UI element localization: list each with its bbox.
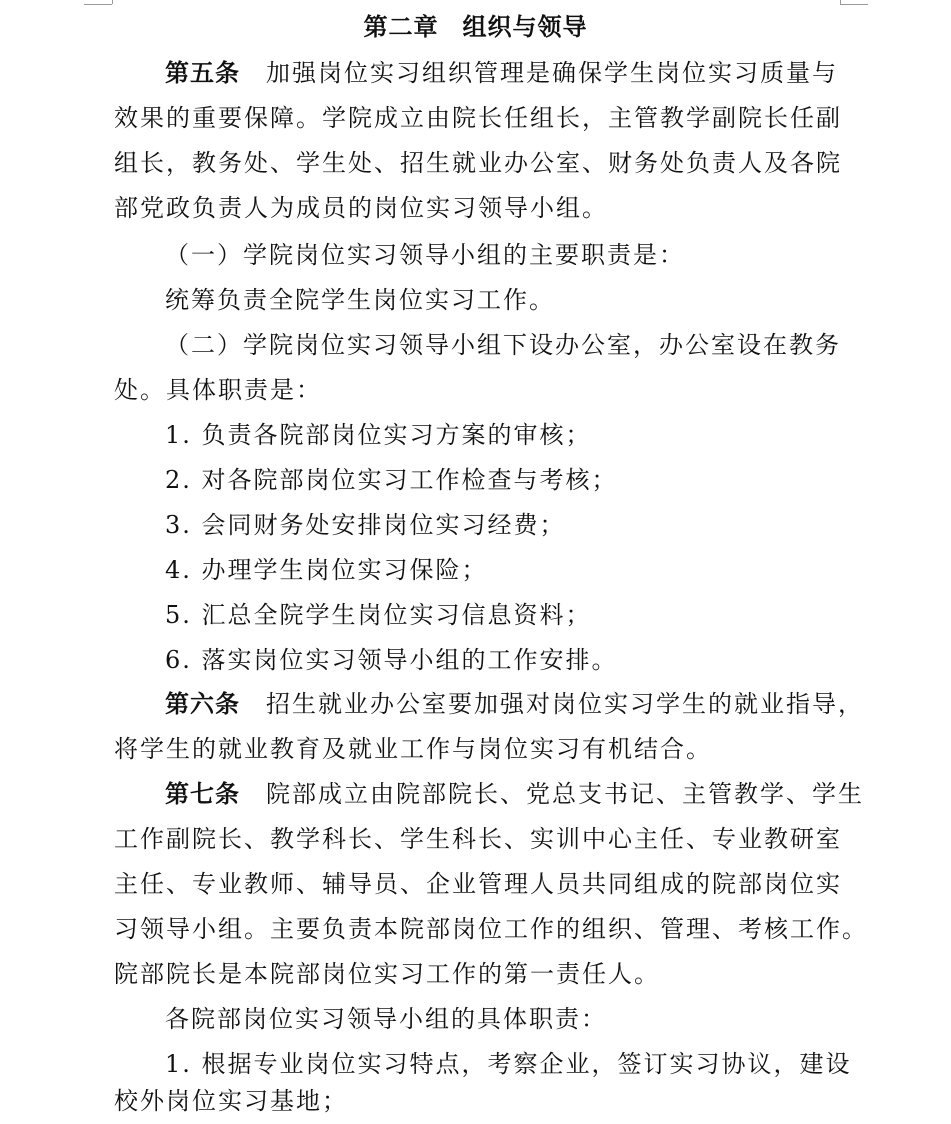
crop-mark-top-left-vertical <box>112 0 113 4</box>
article5-sub2-line2: 处。具体职责是： <box>114 376 322 404</box>
chapter-name: 组织与领导 <box>462 13 588 41</box>
article5-line3: 组长，教务处、学生处、招生就业办公室、财务处负责人及各院 <box>114 149 842 177</box>
chapter-title <box>0 7 951 47</box>
article7-line5: 院部院长是本院部岗位实习工作的第一责任人。 <box>114 960 660 988</box>
list-item: 1. 负责各院部岗位实习方案的审核； <box>165 421 592 449</box>
list-item: 5. 汇总全院学生岗位实习信息资料； <box>165 601 592 629</box>
article5-line4: 部党政负责人为成员的岗位实习领导小组。 <box>114 194 608 222</box>
article6-line1: 第六条 招生就业办公室要加强对岗位实习学生的就业指导， <box>165 690 864 718</box>
list-item: 2. 对各院部岗位实习工作检查与考核； <box>165 466 618 494</box>
article6-line2: 将学生的就业教育及就业工作与岗位实习有机结合。 <box>114 735 712 763</box>
crop-mark-top-left <box>84 4 112 5</box>
crop-mark-top-right <box>840 4 868 5</box>
article5-sub2-line1: （二）学院岗位实习领导小组下设办公室，办公室设在教务 <box>165 331 841 359</box>
article5-sub1-heading: （一）学院岗位实习领导小组的主要职责是： <box>165 241 685 269</box>
article7-duty1-line1: 1. 根据专业岗位实习特点，考察企业，签订实习协议，建设 <box>165 1050 852 1078</box>
article7-line3: 主任、专业教师、辅导员、企业管理人员共同组成的院部岗位实 <box>114 870 842 898</box>
article5-label: 第五条 <box>165 59 240 87</box>
article7-line4: 习领导小组。主要负责本院部岗位工作的组织、管理、考核工作。 <box>114 915 868 943</box>
article5-line1: 第五条 加强岗位实习组织管理是确保学生岗位实习质量与 <box>165 59 838 87</box>
chapter-number: 第二章 <box>363 13 439 41</box>
article7-duty1-line2: 校外岗位实习基地； <box>114 1087 348 1115</box>
crop-mark-top-right-vertical <box>840 0 841 4</box>
article6-label: 第六条 <box>165 690 240 718</box>
list-item: 6. 落实岗位实习领导小组的工作安排。 <box>165 646 618 674</box>
article7-line1: 第七条 院部成立由院部院长、党总支书记、主管教学、学生 <box>165 780 864 808</box>
list-item: 4. 办理学生岗位实习保险； <box>165 556 488 584</box>
article7-label: 第七条 <box>165 780 240 808</box>
article5-sub1-text: 统筹负责全院学生岗位实习工作。 <box>165 286 555 314</box>
article7-line2: 工作副院长、教学科长、学生科长、实训中心主任、专业教研室 <box>114 825 842 853</box>
list-item: 3. 会同财务处安排岗位实习经费； <box>165 511 566 539</box>
article5-line2: 效果的重要保障。学院成立由院长任组长，主管教学副院长任副 <box>114 104 842 132</box>
article7-duties-heading: 各院部岗位实习领导小组的具体职责： <box>165 1005 607 1033</box>
